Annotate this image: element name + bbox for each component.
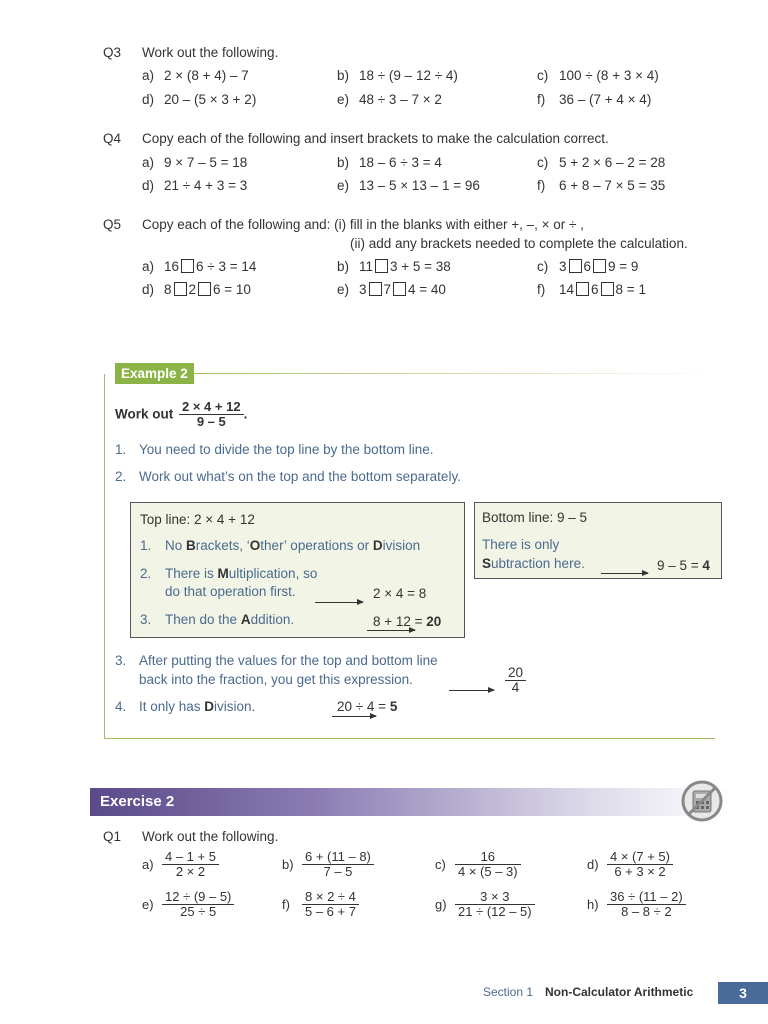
example-step-4: 4. It only has Division. bbox=[115, 699, 256, 714]
q3-item-e: e) 48 ÷ 3 – 7 × 2 bbox=[337, 92, 442, 107]
arrow-icon bbox=[449, 690, 494, 691]
q3-item-c: c) 100 ÷ (8 + 3 × 4) bbox=[537, 68, 659, 83]
q5-item-b: b) 11 3 + 5 = 38 bbox=[337, 259, 451, 274]
example-step-2: 2. Work out what’s on the top and the bottom separately. bbox=[115, 469, 461, 484]
arrow-icon bbox=[601, 573, 648, 574]
q4-item-c: c) 5 + 2 × 6 – 2 = 28 bbox=[537, 155, 666, 170]
top-line-box bbox=[130, 502, 465, 638]
example-fraction: $\frac{2 \times 4 + 12}{9 - 5}$ bbox=[179, 400, 244, 428]
exercise-q1-number: Q1 bbox=[103, 829, 122, 844]
q5-item-c: c) 3 6 9 = 9 bbox=[537, 259, 639, 274]
exercise-item-a: a) $\frac{4 - 1 + 5}{2 \times 2}$ bbox=[142, 850, 219, 878]
example-question: Work out $\frac{2 \times 4 + 12}{9 - 5}$ . bbox=[115, 399, 248, 429]
bottom-line-box bbox=[474, 502, 722, 579]
top-line-title: Top line: 2 × 4 + 12 bbox=[140, 512, 255, 527]
blank-box bbox=[198, 282, 211, 296]
example-step-1: 1. You need to divide the top line by the bottom line. bbox=[115, 442, 434, 457]
top-step-2-result: 2 × 4 = 8 bbox=[373, 586, 427, 601]
blank-box bbox=[576, 282, 589, 296]
q3-item-f: f) 36 – (7 + 4 × 4) bbox=[537, 92, 652, 107]
exercise-item-d: d) $\frac{4 \times (7 + 5)}{6 + 3 \times 2}$ bbox=[587, 850, 673, 878]
q4-item-a: a) 9 × 7 – 5 = 18 bbox=[142, 155, 248, 170]
q4-instruction: Copy each of the following and insert brackets to make the calculation correct. bbox=[142, 131, 609, 146]
bottom-line-text-2: Subtraction here. bbox=[482, 556, 585, 571]
exercise-item-g: g) $\frac{3 \times 3}{21 \div (12 - 5)}$ bbox=[435, 890, 535, 918]
bottom-line-result: 9 – 5 = 4 bbox=[657, 558, 710, 573]
q5-item-a: a) 16 6 ÷ 3 = 14 bbox=[142, 259, 257, 274]
example-label: Example 2 bbox=[115, 363, 194, 384]
example-top-rule bbox=[190, 373, 720, 374]
top-step-3-result: 8 + 12 = 20 bbox=[373, 614, 442, 629]
page-number: 3 bbox=[718, 982, 768, 1004]
top-step-1: 1. No Brackets, ‘Other’ operations or Division bbox=[140, 538, 421, 553]
top-step-2-line2: do that operation first. bbox=[165, 584, 296, 599]
blank-box bbox=[393, 282, 406, 296]
exercise-item-h: h) $\frac{36 \div (11 - 2)}{8 - 8 \div 2}$ bbox=[587, 890, 686, 918]
q4-item-b: b) 18 – 6 ÷ 3 = 4 bbox=[337, 155, 442, 170]
blank-box bbox=[569, 259, 582, 273]
blank-box bbox=[181, 259, 194, 273]
footer-section: Section 1 bbox=[483, 985, 534, 999]
footer-title: Non-Calculator Arithmetic bbox=[545, 985, 694, 999]
blank-box bbox=[601, 282, 614, 296]
q5-instruction-2: (ii) add any brackets needed to complete the calculation. bbox=[350, 236, 688, 251]
exercise-item-f: f) $\frac{8 \times 2 \div 4}{5 - 6 + 7}$ bbox=[282, 890, 359, 918]
q3-item-d: d) 20 – (5 × 3 + 2) bbox=[142, 92, 257, 107]
q4-item-e: e) 13 – 5 × 13 – 1 = 96 bbox=[337, 178, 480, 193]
arrow-icon bbox=[332, 716, 376, 717]
arrow-icon bbox=[367, 630, 415, 631]
exercise-item-e: e) $\frac{12 \div (9 - 5)}{25 \div 5}$ bbox=[142, 890, 234, 918]
q3-item-b: b) 18 ÷ (9 – 12 ÷ 4) bbox=[337, 68, 458, 83]
bottom-line-text-1: There is only bbox=[482, 537, 560, 552]
exercise-item-c: c) $\frac{16}{4 \times (5 - 3)}$ bbox=[435, 850, 521, 878]
exercise-header: Exercise 2 bbox=[90, 788, 730, 816]
q4-item-f: f) 6 + 8 – 7 × 5 = 35 bbox=[537, 178, 666, 193]
bottom-line-title: Bottom line: 9 – 5 bbox=[482, 510, 588, 525]
q4-number: Q4 bbox=[103, 131, 122, 146]
no-calculator-icon bbox=[681, 780, 723, 822]
q3-instruction: Work out the following. bbox=[142, 45, 279, 60]
exercise-item-b: b) $\frac{6 + (11 - 8)}{7 - 5}$ bbox=[282, 850, 374, 878]
q5-item-d: d) 8 2 6 = 10 bbox=[142, 282, 251, 297]
arrow-icon bbox=[315, 602, 363, 603]
top-step-2: 2. There is Multiplication, so bbox=[140, 566, 318, 581]
q5-item-f: f) 14 6 8 = 1 bbox=[537, 282, 646, 297]
example-step-3-fraction: $\frac{20}{4}$ bbox=[505, 666, 526, 695]
q4-item-d: d) 21 ÷ 4 + 3 = 3 bbox=[142, 178, 248, 193]
blank-box bbox=[369, 282, 382, 296]
q5-number: Q5 bbox=[103, 217, 122, 232]
example-step-3-line2: back into the fraction, you get this expression. bbox=[139, 672, 413, 687]
q5-instruction: Copy each of the following and: (i) fill in the blanks with either +, –, × or ÷ , bbox=[142, 217, 584, 232]
blank-box bbox=[375, 259, 388, 273]
example-step-4-result: 20 ÷ 4 = 5 bbox=[337, 699, 398, 714]
example-step-3: 3. After putting the values for the top and bottom line bbox=[115, 653, 438, 668]
blank-box bbox=[174, 282, 187, 296]
q3-number: Q3 bbox=[103, 45, 122, 60]
top-step-3: 3. Then do the Addition. bbox=[140, 612, 295, 627]
q5-item-e: e) 3 7 4 = 40 bbox=[337, 282, 446, 297]
exercise-q1-instruction: Work out the following. bbox=[142, 829, 279, 844]
blank-box bbox=[593, 259, 606, 273]
q3-item-a: a) 2 × (8 + 4) – 7 bbox=[142, 68, 249, 83]
